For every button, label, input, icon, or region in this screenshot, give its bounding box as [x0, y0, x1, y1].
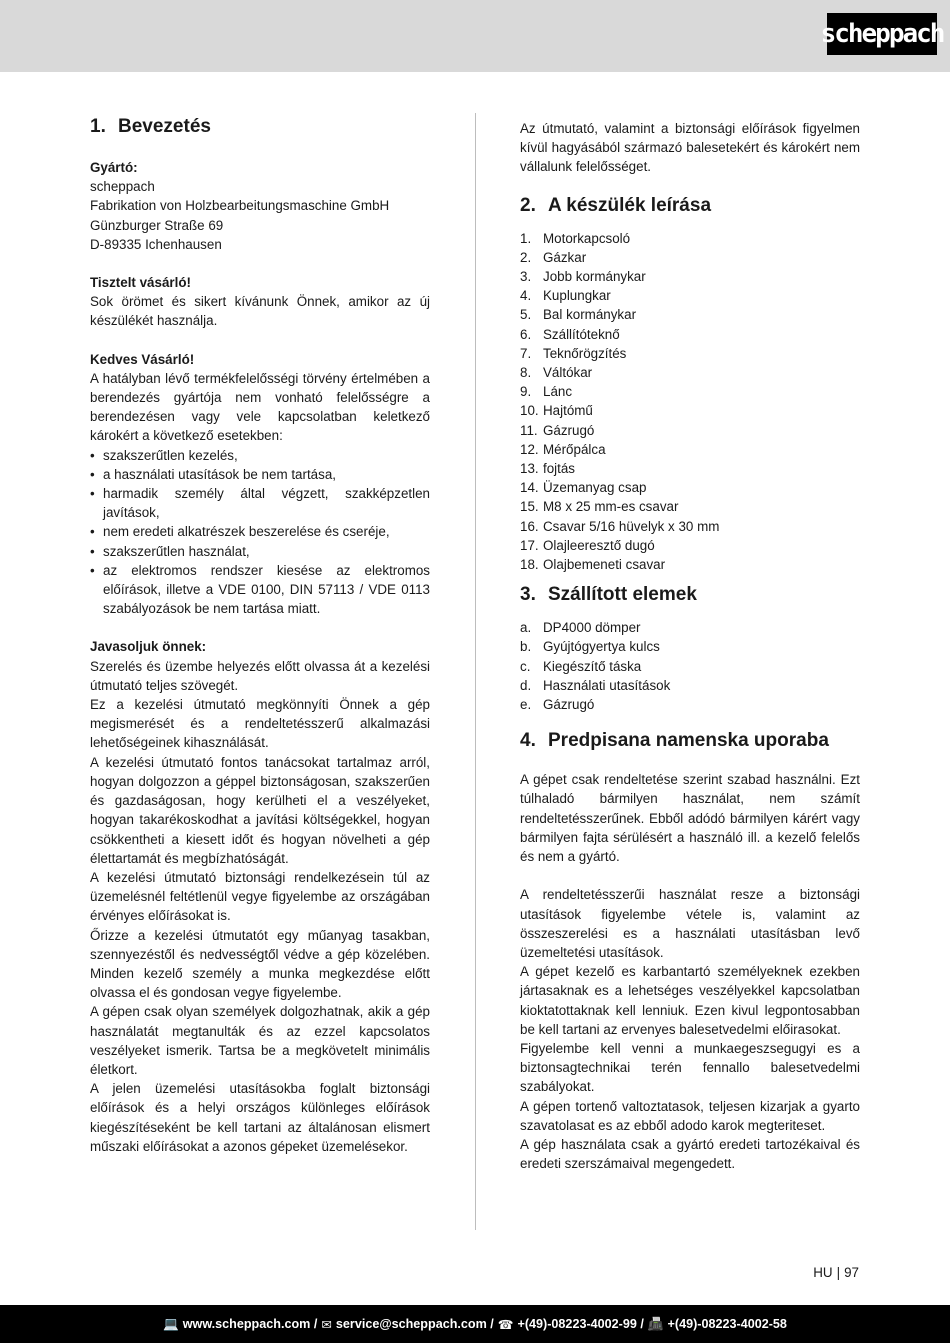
language-code: HU [813, 1265, 833, 1280]
paragraph: A gépen csak olyan személyek dolgozhatnak, akik a gép használatát megtanulták és az ezzel kapcsolatos veszélyeket ismerik. Tartsa be a megkövetelt minimális életkort. [90, 1004, 430, 1077]
manufacturer-label: Gyártó: [90, 160, 138, 175]
parts-list [520, 229, 860, 575]
list-item: 2. Gázkar [520, 249, 587, 265]
list-item: 4. Kuplungkar [520, 288, 611, 304]
column-divider [475, 113, 476, 1230]
paragraph: A gépet kezelő es karbantartó személyeknek ezekben jártasaknak es a lehetséges veszélyekkel kapcsolatban kioktatottaknak kell lenniuk. Ezen kivul legpontosabban be kell tartani az ervenyes balesetvedelmi előirasokat. [520, 964, 860, 1037]
delivered-items-list [520, 618, 860, 714]
paragraph: Szerelés és üzembe helyezés előtt olvassa át a kezelési útmutató teljes szövegét. [90, 658, 430, 693]
list-item: d. Használati utasítások [520, 677, 671, 693]
paragraph: Őrizze a kezelési útmutatót egy műanyag tasakban, szennyezéstől és nedvességtől védve a gép közelében. Minden kezelő személy a munka megkezdése előtt olvassa el és gondosan vegye figyelembe. [90, 927, 430, 1001]
list-item: c. Kiegészítő táska [520, 658, 642, 674]
section-2-heading: 2. A készülék leírása [520, 194, 712, 216]
dear-customer-label: Kedves Vásárló! [90, 351, 195, 367]
section-3-heading: 3. Szállított elemek [520, 584, 697, 606]
fax-number: +(49)-08223-4002-58 [667, 1317, 787, 1331]
section-4-heading: 4. Predpisana namenska uporaba [520, 730, 829, 752]
list-item: 16. Csavar 5/16 hüvelyk x 30 mm [520, 518, 720, 534]
list-item: • szakszerűtlen kezelés, [90, 446, 430, 465]
fax-icon: 📠 [647, 1316, 664, 1331]
address-line: scheppach [90, 179, 155, 195]
list-item: 18. Olajbemeneti csavar [520, 557, 666, 573]
recommend-label: Javasoljuk önnek: [90, 639, 207, 655]
paragraph: A gép használata csak a gyártó eredeti tartozékaival és eredeti szerszámaival megengedett. [520, 1136, 860, 1172]
phone-number: +(49)-08223-4002-99 / [517, 1317, 644, 1331]
right-column [520, 119, 860, 1173]
greeting-label: Tisztelt vásárló! [90, 275, 191, 291]
email-link[interactable]: service@scheppach.com / [335, 1317, 494, 1331]
list-item: 7. Teknőrögzítés [520, 345, 627, 361]
list-item: • nem eredeti alkatrészek beszerelése és cseréje, [90, 522, 430, 541]
address-line: D-89335 Ichenhausen [90, 236, 222, 252]
phone-icon: ☎ [497, 1317, 514, 1332]
address-line: Günzburger Straße 69 [90, 217, 224, 233]
header-band [0, 0, 950, 72]
list-item: e. Gázrugó [520, 697, 595, 713]
list-item: 10. Hajtómű [520, 403, 593, 419]
paragraph: A gépen tortenő valtoztatasok, teljesen kizarjak a gyarto szavatolasat es az ebből adodo karok megteriteset. [520, 1098, 860, 1133]
list-item: 15. M8 x 25 mm-es csavar [520, 499, 679, 515]
list-item: 9. Lánc [520, 384, 573, 400]
list-item: 14. Üzemanyag csap [520, 480, 647, 496]
list-item: 12. Mérőpálca [520, 441, 606, 457]
paragraph: Figyelembe kell venni a munkaegeszsegugyi es a biztonsagtechnikai terén fennallo balesetvedelmi szabályokat. [520, 1040, 860, 1095]
paragraph: A jelen üzemelési utasításokba foglalt biztonsági előírások és a helyi országos különleges előírások kiegészítéseként be kell tartani az általánosan elismert műszaki előírásokat a azonos gépeket üzemelésekor. [90, 1081, 430, 1154]
list-item: 5. Bal kormánykar [520, 307, 637, 323]
page-number: HU | 97 [813, 1265, 859, 1280]
paragraph: Ez a kezelési útmutató megkönnyíti Önnek a gép megismerését és a rendeltetésszerű alkalmazási lehetőségeinek kihasználását. [90, 697, 430, 751]
list-item: 8. Váltókar [520, 365, 593, 381]
computer-icon: 💻 [163, 1316, 179, 1331]
scheppach-logo: scheppach [827, 13, 937, 55]
list-item: • a használati utasítások be nem tartása, [90, 465, 430, 484]
liability-list [90, 446, 430, 619]
list-item: • harmadik személy által végzett, szakképzetlen javítások, [90, 484, 430, 522]
list-item: 6. Szállítóteknő [520, 326, 620, 342]
paragraph: A kezelési útmutató biztonsági rendelkezésein túl az üzemelésnél feltétlenül vegye figyelembe az országában érvényes előírásokat is. [90, 869, 430, 924]
disclaimer-text: Az útmutató, valamint a biztonsági előírások figyelmen kívül hagyásából származó balesetekért és károkért nem vállalunk felelősséget. [520, 121, 860, 175]
mail-icon: ✉ [321, 1317, 332, 1332]
left-column [90, 112, 430, 1156]
list-item: • az elektromos rendszer kiesése az elektromos előírások, illetve a VDE 0100, DIN 57113 / VDE 0113 szabályozások be nem tartása miatt. [90, 561, 430, 619]
greeting-text: Sok örömet és sikert kívánunk Önnek, amikor az új készülékét használja. [90, 294, 430, 329]
list-item: 17. Olajleeresztő dugó [520, 537, 655, 553]
list-item: 3. Jobb kormánykar [520, 269, 646, 285]
list-item: • szakszerűtlen használat, [90, 542, 430, 561]
paragraph: A rendeltetésszerűi használat resze a biztonsági utasítások figyelembe vétele is, valamint az összeszerelési es a használati utasításban levő üzemeltetési utasítások. [520, 887, 860, 960]
website-link[interactable]: www.scheppach.com / [182, 1317, 318, 1331]
contact-footer [0, 1305, 950, 1343]
paragraph: A gépet csak rendeltetése szerint szabad használni. Ezt túlhaladó bármilyen használat, nem számít rendeltetésszerűnek. Ebből adódó bármilyen kárért vagy bármilyen fajta sérülésért a használó ill. a kezelő felelős és nem a gyártó. [520, 772, 860, 865]
liability-text: A hatályban lévő termékfelelősségi törvény értelmében a berendezés gyártója nem vonható felelősségre a berendezésen vagy vele kapcsolatban keletkező károkért a következő esetekben: [90, 370, 430, 444]
list-item: 13. fojtás [520, 461, 576, 477]
list-item: 11. Gázrugó [520, 422, 595, 438]
address-line: Fabrikation von Holzbearbeitungsmaschine GmbH [90, 198, 390, 214]
page-num: 97 [844, 1265, 859, 1280]
paragraph: A kezelési útmutató fontos tanácsokat tartalmaz arról, hogyan dolgozzon a géppel biztonságosan, szakszerűen és gazdaságosan, hogy kerülheti el a veszélyeket, hogyan takarékoskodhat a javítási költségekkel, hogyan csökkentheti a kiesett időt és hogyan növelheti a gép élettartamát és megbízhatóságát. [90, 754, 430, 866]
list-item: a. DP4000 dömper [520, 620, 641, 636]
section-1-heading: 1. Bevezetés [90, 116, 211, 137]
list-item: b. Gyújtógyertya kulcs [520, 639, 660, 655]
list-item: 1. Motorkapcsoló [520, 230, 631, 246]
